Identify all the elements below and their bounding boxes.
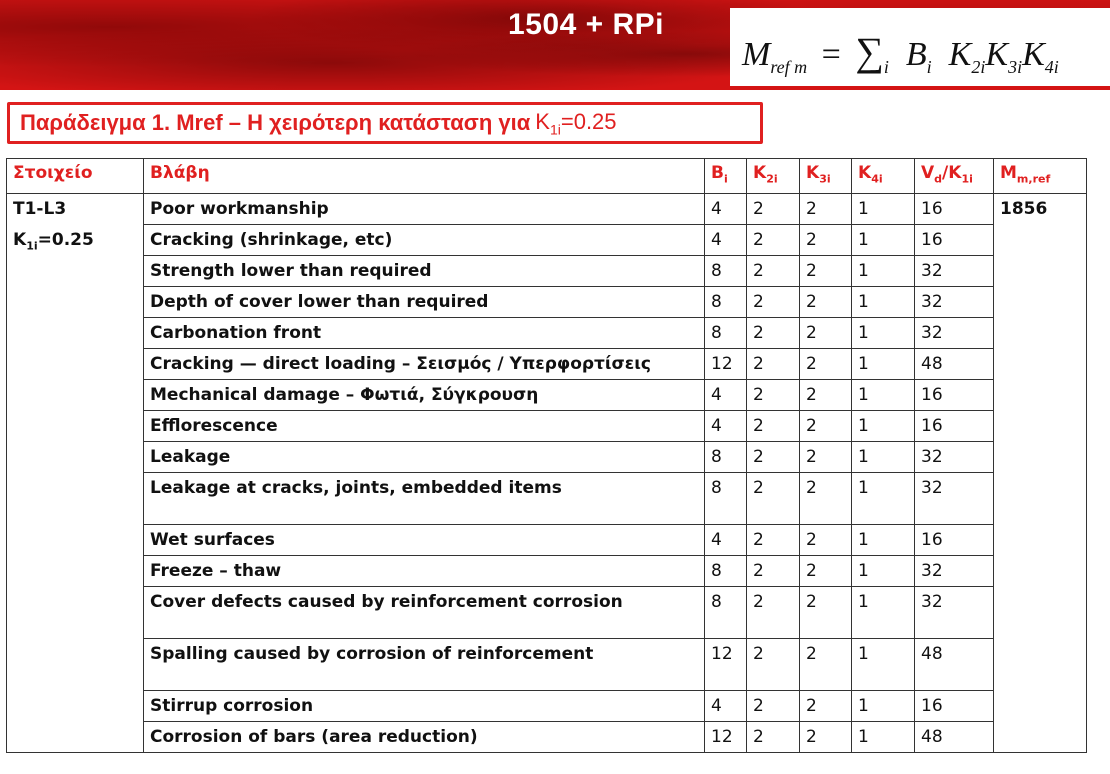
- b-cell: 4: [705, 691, 747, 722]
- k3-cell: 2: [800, 556, 852, 587]
- vd-cell: 32: [915, 318, 994, 349]
- b-cell: 8: [705, 318, 747, 349]
- table-row: [7, 349, 1087, 380]
- k2-cell: 2: [747, 587, 800, 639]
- formula: [742, 28, 1059, 78]
- damage-cell: Cover defects caused by reinforcement corrosion: [144, 587, 705, 639]
- header-b: $B_i$: [705, 159, 747, 194]
- damage-cell: Strength lower than required: [144, 256, 705, 287]
- damage-cell: Leakage: [144, 442, 705, 473]
- formula-term-k4: K: [1022, 36, 1045, 73]
- formula-term-b-sub: i: [926, 56, 932, 77]
- b-cell: 8: [705, 556, 747, 587]
- b-cell: 12: [705, 722, 747, 753]
- damage-cell: Cracking (shrinkage, etc): [144, 225, 705, 256]
- b-cell: 4: [705, 225, 747, 256]
- formula-box: [730, 8, 1110, 86]
- banner-title: 1504 + RPi: [508, 8, 664, 41]
- k3-cell: 2: [800, 587, 852, 639]
- damage-cell: Efflorescence: [144, 411, 705, 442]
- formula-term-k2: K: [948, 36, 972, 73]
- formula-lhs: M: [742, 36, 771, 73]
- k4-cell: 1: [852, 349, 915, 380]
- k2-cell: 2: [747, 691, 800, 722]
- heading-k1-letter: K: [535, 108, 550, 134]
- element-name: T1-L3: [13, 199, 67, 220]
- damage-cell: Corrosion of bars (area reduction): [144, 722, 705, 753]
- vd-cell: 16: [915, 225, 994, 256]
- k3-cell: 2: [800, 318, 852, 349]
- vd-cell: 48: [915, 639, 994, 691]
- formula-term-b: B: [905, 36, 927, 73]
- k4-cell: 1: [852, 691, 915, 722]
- vd-cell: 48: [915, 349, 994, 380]
- k2-cell: 2: [747, 411, 800, 442]
- vd-cell: 16: [915, 380, 994, 411]
- table-row: [7, 256, 1087, 287]
- b-cell: 8: [705, 587, 747, 639]
- k4-cell: 1: [852, 722, 915, 753]
- k3-cell: 2: [800, 525, 852, 556]
- k4-cell: 1: [852, 256, 915, 287]
- header-mm: $M_{m,ref}$: [994, 159, 1087, 194]
- table-row: [7, 318, 1087, 349]
- header-k3: $K_{3i}$: [800, 159, 852, 194]
- heading-k1-sub: 1i: [549, 121, 561, 138]
- k4-cell: 1: [852, 194, 915, 225]
- b-cell: 12: [705, 639, 747, 691]
- k2-cell: 2: [747, 225, 800, 256]
- element-k1: $K_{1i}=0.25$: [13, 230, 94, 253]
- k3-cell: 2: [800, 722, 852, 753]
- table-row: [7, 722, 1087, 753]
- example-heading: [7, 102, 763, 144]
- damage-cell: Cracking — direct loading – Σεισμός / Υπερφορτίσεις: [144, 349, 705, 380]
- vd-cell: 32: [915, 287, 994, 318]
- element-cell: [7, 194, 144, 753]
- damage-cell: Mechanical damage – Φωτιά, Σύγκρουση: [144, 380, 705, 411]
- vd-cell: 16: [915, 525, 994, 556]
- k4-cell: 1: [852, 525, 915, 556]
- k4-cell: 1: [852, 287, 915, 318]
- k3-cell: 2: [800, 639, 852, 691]
- k4-cell: 1: [852, 473, 915, 525]
- vd-cell: 32: [915, 587, 994, 639]
- k4-cell: 1: [852, 442, 915, 473]
- b-cell: 4: [705, 411, 747, 442]
- damage-cell: Carbonation front: [144, 318, 705, 349]
- damage-cell: Spalling caused by corrosion of reinforcement: [144, 639, 705, 691]
- damage-cell: Stirrup corrosion: [144, 691, 705, 722]
- k4-cell: 1: [852, 639, 915, 691]
- table-row: [7, 287, 1087, 318]
- k3-cell: 2: [800, 691, 852, 722]
- k4-cell: 1: [852, 318, 915, 349]
- k2-cell: 2: [747, 473, 800, 525]
- vd-cell: 32: [915, 256, 994, 287]
- table-row: [7, 380, 1087, 411]
- k3-cell: 2: [800, 287, 852, 318]
- k2-cell: 2: [747, 442, 800, 473]
- b-cell: 4: [705, 194, 747, 225]
- formula-sum: ∑: [855, 29, 884, 74]
- vd-cell: 16: [915, 691, 994, 722]
- formula-term-k4-sub: 4i: [1044, 56, 1059, 77]
- k2-cell: 2: [747, 256, 800, 287]
- b-cell: 4: [705, 525, 747, 556]
- vd-cell: 16: [915, 194, 994, 225]
- vd-cell: 32: [915, 556, 994, 587]
- formula-term-k3: K: [985, 36, 1009, 73]
- b-cell: 8: [705, 256, 747, 287]
- k4-cell: 1: [852, 225, 915, 256]
- k4-cell: 1: [852, 380, 915, 411]
- k3-cell: 2: [800, 442, 852, 473]
- table-row: [7, 473, 1087, 525]
- table-row: [7, 411, 1087, 442]
- vd-cell: 32: [915, 442, 994, 473]
- heading-k1-value: =0.25: [560, 108, 617, 134]
- damage-cell: Depth of cover lower than required: [144, 287, 705, 318]
- vd-cell: 16: [915, 411, 994, 442]
- mm-ref-cell: 1856: [994, 194, 1087, 753]
- header-element: Στοιχείο: [7, 159, 144, 194]
- table-row: [7, 442, 1087, 473]
- formula-equals: =: [821, 36, 841, 73]
- header-damage: Βλάβη: [144, 159, 705, 194]
- table-row: [7, 556, 1087, 587]
- vd-cell: 32: [915, 473, 994, 525]
- table-row: [7, 225, 1087, 256]
- b-cell: 4: [705, 380, 747, 411]
- formula-sum-sub: i: [883, 56, 889, 77]
- k3-cell: 2: [800, 380, 852, 411]
- k2-cell: 2: [747, 525, 800, 556]
- b-cell: 8: [705, 442, 747, 473]
- k2-cell: 2: [747, 194, 800, 225]
- k3-cell: 2: [800, 473, 852, 525]
- formula-lhs-sub: ref m: [770, 56, 808, 77]
- heading-text: Παράδειγμα 1. Mref – Η χειρότερη κατάσταση για: [20, 110, 531, 135]
- header-vd: $V_d/K_{1i}$: [915, 159, 994, 194]
- k3-cell: 2: [800, 194, 852, 225]
- table-row: [7, 691, 1087, 722]
- k2-cell: 2: [747, 722, 800, 753]
- b-cell: 8: [705, 287, 747, 318]
- table-row: [7, 525, 1087, 556]
- k3-cell: 2: [800, 256, 852, 287]
- damage-cell: Leakage at cracks, joints, embedded items: [144, 473, 705, 525]
- k2-cell: 2: [747, 556, 800, 587]
- header-k4: $K_{4i}$: [852, 159, 915, 194]
- damage-table: [6, 158, 1087, 753]
- formula-term-k2-sub: 2i: [971, 56, 986, 77]
- b-cell: 12: [705, 349, 747, 380]
- top-banner: [0, 0, 1110, 90]
- k2-cell: 2: [747, 639, 800, 691]
- k4-cell: 1: [852, 587, 915, 639]
- header-k2: $K_{2i}$: [747, 159, 800, 194]
- k2-cell: 2: [747, 380, 800, 411]
- k2-cell: 2: [747, 318, 800, 349]
- damage-cell: Freeze – thaw: [144, 556, 705, 587]
- table-row: [7, 639, 1087, 691]
- k3-cell: 2: [800, 411, 852, 442]
- b-cell: 8: [705, 473, 747, 525]
- k4-cell: 1: [852, 411, 915, 442]
- heading-k1: [535, 109, 616, 137]
- damage-cell: Poor workmanship: [144, 194, 705, 225]
- damage-cell: Wet surfaces: [144, 525, 705, 556]
- vd-cell: 48: [915, 722, 994, 753]
- k3-cell: 2: [800, 349, 852, 380]
- k4-cell: 1: [852, 556, 915, 587]
- table-header-row: [7, 159, 1087, 194]
- formula-term-k3-sub: 3i: [1008, 56, 1023, 77]
- k2-cell: 2: [747, 287, 800, 318]
- k3-cell: 2: [800, 225, 852, 256]
- k2-cell: 2: [747, 349, 800, 380]
- table-row: [7, 587, 1087, 639]
- table-row: [7, 194, 1087, 225]
